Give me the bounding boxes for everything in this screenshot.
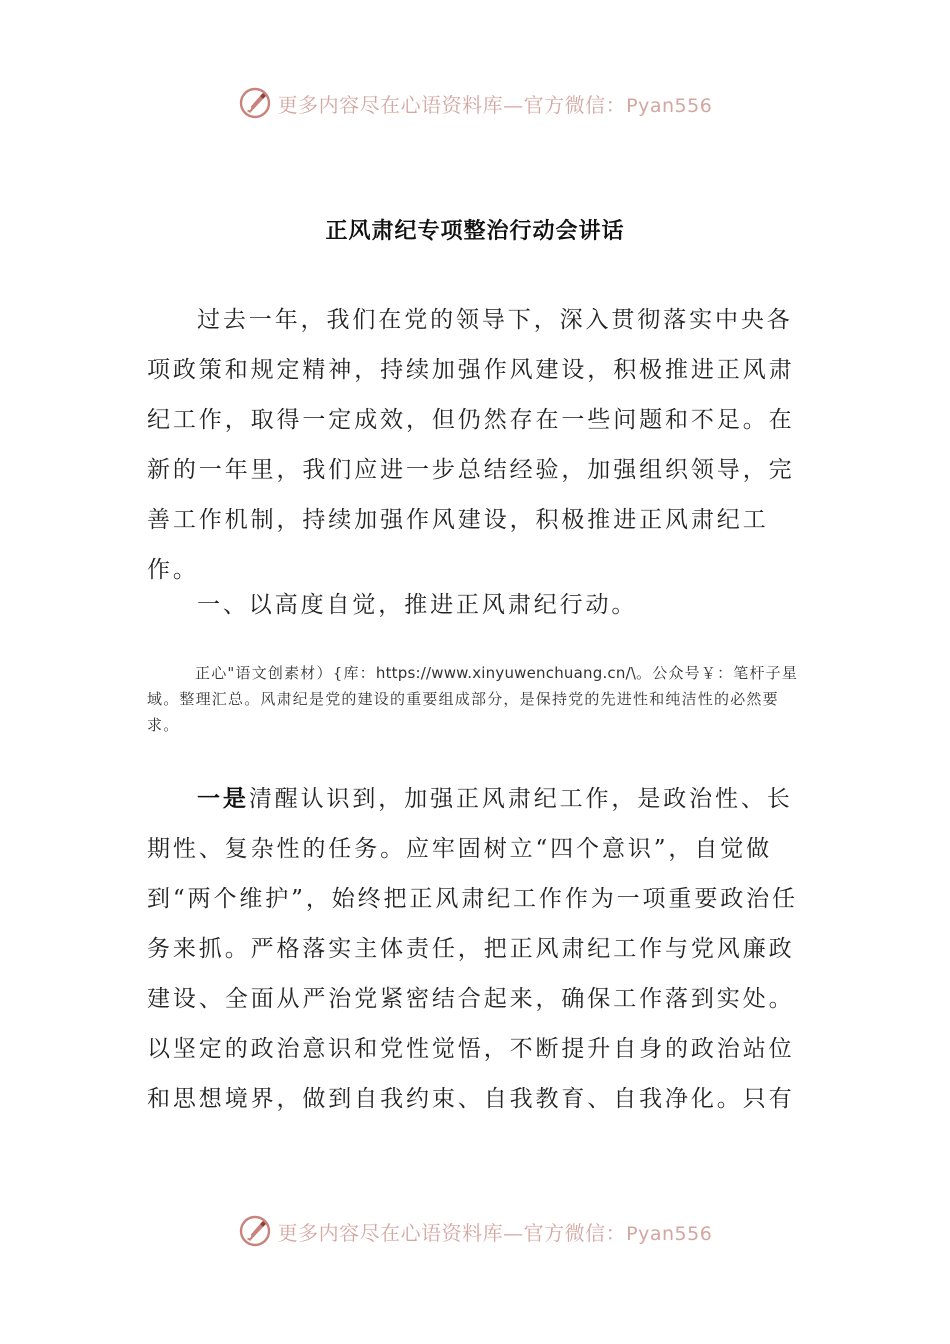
point-one-body: 清醒认识到，加强正风肃纪工作，是政治性、长期性、复杂性的任务。应牢固树立“四个意识”，自觉做到“两个维护”，始终把正风肃纪工作作为一项重要政治任务来抓。严格落实主体责任，把正风肃纪工作与党风廉政建设、全面从严治党紧密结合起来，确保工作落到实处。以坚定的政治意识和党性觉悟，不断提升自身的政治站位和思想境界，做到自我约束、自我教育、自我净化。只有 (147, 786, 798, 1112)
watermark-text (278, 89, 713, 118)
pen-circle-logo-icon (238, 1214, 272, 1248)
intro-paragraph: 过去一年，我们在党的领导下，深入贯彻落实中央各项政策和规定精神，持续加强作风建设，积极推进正风肃纪工作，取得一定成效，但仍然存在一些问题和不足。在新的一年里，我们应进一步总结经验，加强组织领导，完善工作机制，持续加强作风建设，积极推进正风肃纪工作。 (147, 307, 795, 583)
page-title: 正风肃纪专项整治行动会讲话 (325, 218, 625, 244)
point-one-paragraph (147, 774, 807, 1124)
point-one-lead: 一是 (197, 785, 249, 812)
source-note (147, 660, 807, 738)
watermark-handle: Pyan556 (626, 1222, 713, 1245)
source-note-url: https://www.xinyuwenchuang.cn/\ (375, 664, 637, 682)
section-heading: 一、以高度自觉，推进正风肃纪行动。 (197, 592, 638, 618)
watermark-text (278, 1217, 713, 1246)
source-note-part2: 。公众号￥：笔杆子星域。整理汇总。风肃纪是党的建设的重要组成部分，是保持党的先进性和纯洁性的必然要求。 (147, 664, 799, 734)
footer-watermark (0, 1211, 950, 1251)
watermark-prefix: 更多内容尽在心语资料库—官方微信： (277, 1220, 627, 1245)
source-note-part1: 正心"语文创素材）{库： (195, 664, 376, 682)
pen-circle-logo-icon (238, 86, 272, 120)
header-watermark (0, 83, 950, 123)
watermark-handle: Pyan556 (626, 94, 713, 117)
watermark-prefix: 更多内容尽在心语资料库—官方微信： (277, 92, 627, 117)
